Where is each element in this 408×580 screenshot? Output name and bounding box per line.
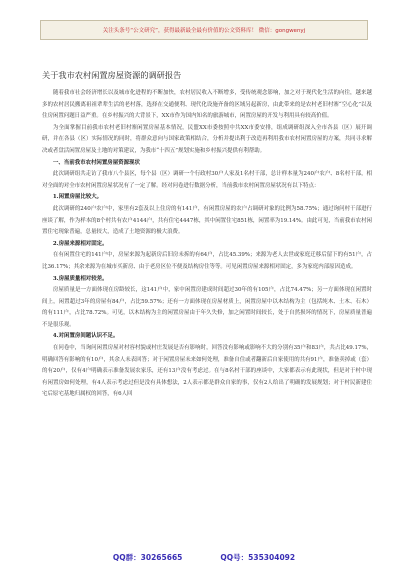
promo-banner-text: 关注头条号“公文研究”，获得最新最全最有价值的公文资料库！ 微信：gongwenyj [102,28,306,34]
document-body [42,88,372,544]
section-heading: 1.闲置房屋比较大。 [52,194,103,201]
section-heading: 3.房屋质量相对较差。 [52,275,108,282]
body-paragraph: 随着我市社会经济增长以及城市化进程的不断加快，农村居民收入不断增多，受传统观念影响，加之对于现代化生活的向往，越来越多的农村居民搬离祖祖辈辈生活的老村落，选择在交通便利、现代化设施齐备的区域另起新房，由此带来的是农村老旧村寨“空心化”以及住房闲置问题日益严重。在乡村振兴的大背景下，XX市作为国内知名的旅游城市，闲置房屋的开发与利用具有较高价值。 [42,90,372,120]
body-paragraph: 此次调研的240户农户中，家里有2套及以上住房的有141户，有闲置房屋的农户占调研对象的比例为58.75%；通过询问村干部进行座谈了解，作为样本的8个村共有农户4144户，共有住宅4447栋，其中闲置住宅851栋，闲置率为19.14%。由此可见，当前我市农村闲置住宅现象普遍，总量较大，造成了土地资源的极大浪费。 [42,205,372,236]
body-paragraph: 为全面掌握目前我市农村老旧村寨闲置房屋基本情况，民盟XX市委按照中共XX市委安排，组成调研组深入全市各县（区）展开调研，并在各县（区）实际情况的同时，将群众意向与国家政策相结合，分析并提出利于改造再利用我市农村闲置房屋的方案，共同寻求解决或者盘活闲置房屋及土地的对策建议，为我市“十四五”规划实施和乡村振兴提供有利帮助。 [42,124,372,154]
body-paragraph: 在问卷中，当询问闲置房屋对村容村貌或村庄发展是否有影响时，回答没有影响或影响不大的分别有35户和83户，共占比49.17%，明确回答有影响的有10户，其余人未表回答；对于闲置房屋未来如何处理，准备自住或者翻新后自家使用的共有91户，准备卖掉或（套）的有20户，仅有4户明确表示准备发展农家乐，还有13户没有考虑过。在与8名村干部的座谈中，大家都表示有此现状，但是对于村中现有闲置房如何处理，有4人表示考虑过但是没有具体想法，2人表示都是群众自家的事，仅有2人给出了明确的发展规划；对于村民新建住宅后原宅基地归属权的回答，有6人回 [42,345,372,398]
footer-contacts [0,552,408,566]
body-paragraph: 在有闲置住宅的141户中，房屋来源为起新房后旧房未拆的有64户，占比45.39%；来源为老人去世或家庭迁移后留下的有51户，占比36.17%；其余来源为在城市买新房、由于老房区位不便及结构房住等等。可见闲置房屋来源相对固定，多为家庭内部原因造成。 [42,252,372,270]
footer-qq-group: QQ群：30265665 [112,553,183,562]
footer-qq-user: QQ号：535304092 [220,553,296,562]
section-heading: 2.房屋来源相对固定。 [52,240,108,247]
section-heading: 一、当前我市农村闲置房屋资源现状 [52,159,140,166]
body-paragraph: 房屋质量是一方面体现在房龄较长，这141户中，家中闲置房建成时间超过30年的有105户，占比74.47%；另一方面体现在闲置时间上，闲置超过3年的房屋有84户，占比59.57%；还有一方面体现在房屋材质上，闲置房屋中以木结构为主（包括纯木、土木、石木）的有111户，占比78.72%。可见，以木结构为主的闲置房屋由于年久失修，加之闲置时间较长，处于自然损坏的情况下，房屋质量普遍不是很乐观。 [42,287,372,328]
promo-banner [40,20,368,40]
section-heading: 4.对闲置房间题认识不足。 [52,333,119,340]
body-paragraph: 此次调研组共走访了我市八个县区，每个县（区）调研一个行政村30户人家及1名村干部，总计样本量为240户农户、8名村干部，相对全面的对全市农村闲置房屋状况有了一定了解。经对问卷进行数据分析，当前我市农村闲置房屋状况有以下特点： [42,171,372,189]
document-title: 关于我市农村闲置房屋资源的调研报告 [42,70,182,80]
